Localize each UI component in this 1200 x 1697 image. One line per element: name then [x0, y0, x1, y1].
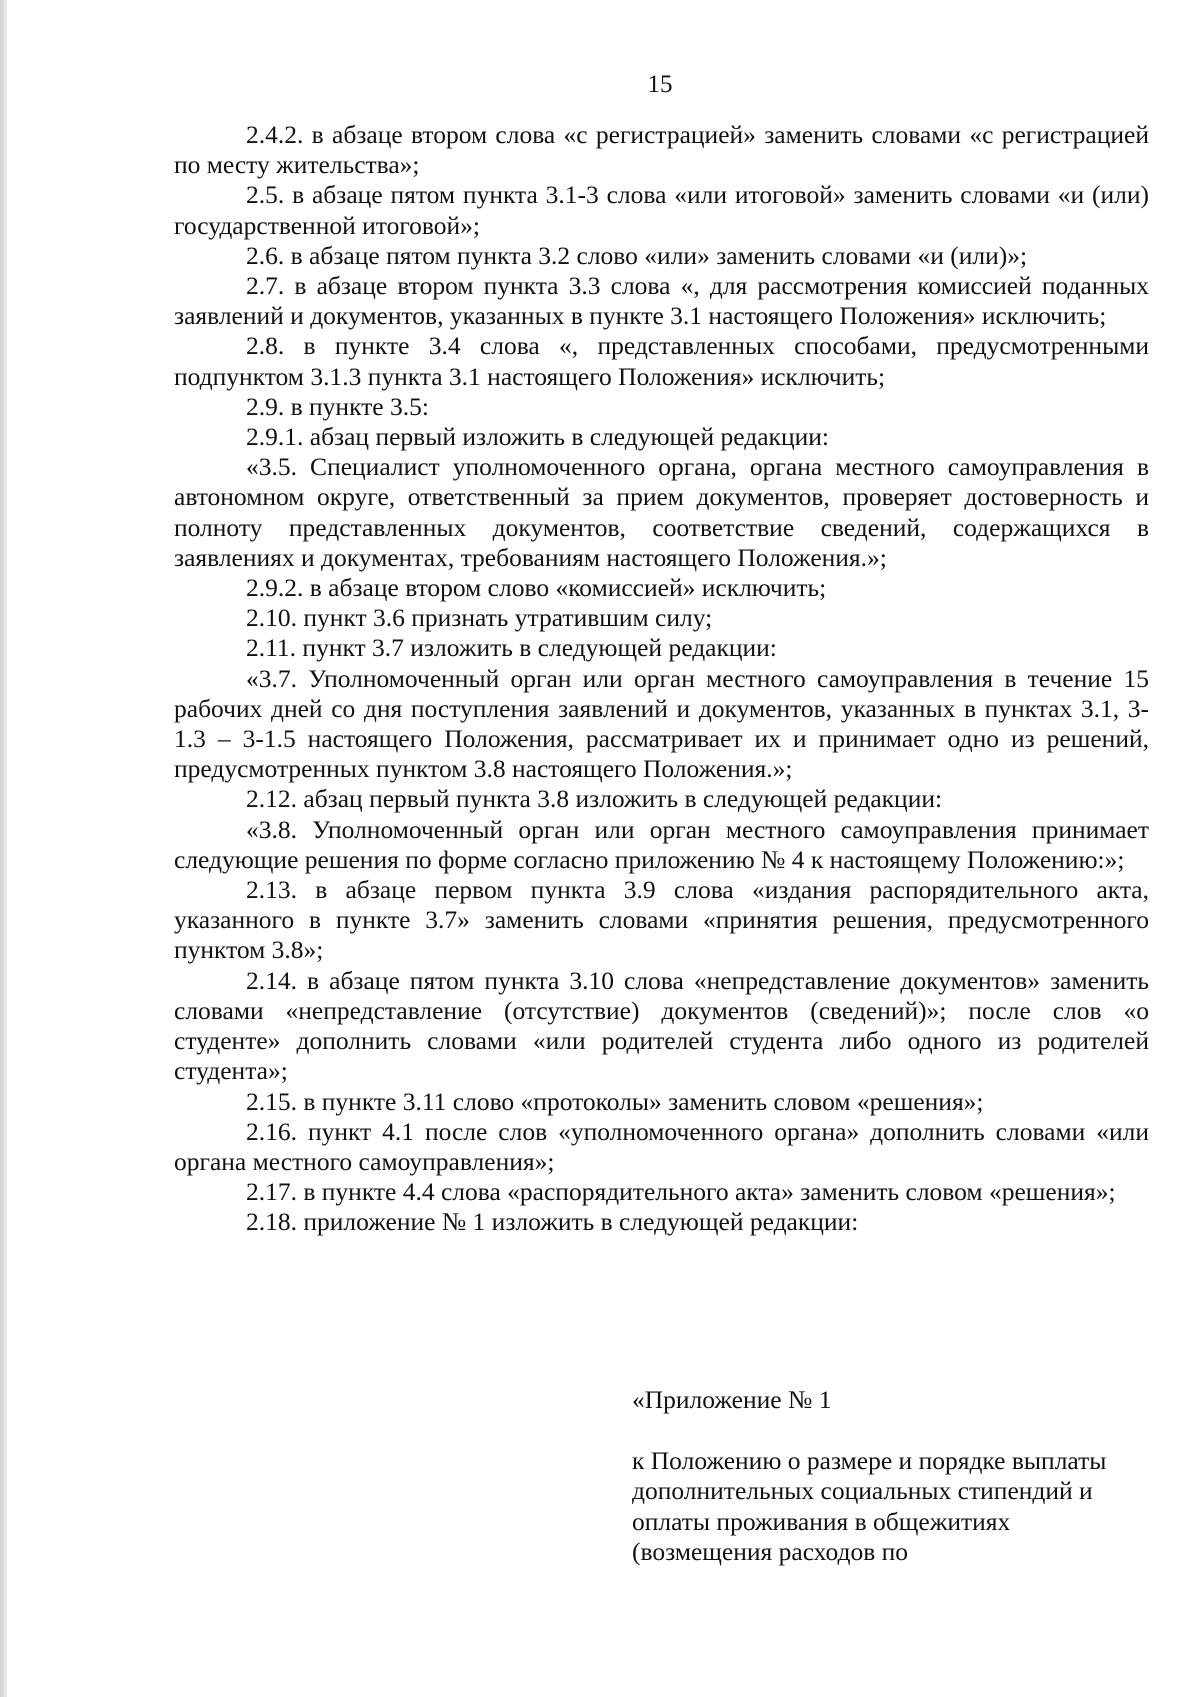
paragraph-2-4-2: 2.4.2. в абзаце втором слова «с регистрацией» заменить словами «с регистрацией по месту жительства»;: [174, 120, 1149, 180]
paragraph-2-9-2: 2.9.2. в абзаце втором слово «комиссией» исключить;: [246, 573, 827, 603]
paragraph-2-12: 2.12. абзац первый пункта 3.8 изложить в следующей редакции:: [246, 784, 943, 814]
quote-3-7: «3.7. Уполномоченный орган или орган местного самоуправления в течение 15 рабочих дней со дня поступления заявлений и документов, указанных в пунктах 3.1, 3-1.3 – 3-1.5 настоящего Положения, рассматривает их и принимает одно из решений, предусмотренных пунктом 3.8 настоящего Положения.»;: [174, 663, 1149, 784]
paragraph-2-10: 2.10. пункт 3.6 признать утратившим силу;: [246, 603, 713, 633]
appendix-header: [632, 1385, 1152, 1567]
paragraph-2-6: 2.6. в абзаце пятом пункта 3.2 слово «или» заменить словами «и (или)»;: [246, 240, 1028, 270]
paragraph-2-11: 2.11. пункт 3.7 изложить в следующей редакции:: [246, 633, 777, 663]
paragraph-2-16: 2.16. пункт 4.1 после слов «уполномоченного органа» дополнить словами «или органа местного самоуправления»;: [174, 1116, 1149, 1176]
paragraph-2-9: 2.9. в пункте 3.5:: [246, 391, 429, 421]
quote-3-5: «3.5. Специалист уполномоченного органа, органа местного самоуправления в автономном округе, ответственный за прием документов, проверяет достоверность и полноту представленных документов, соответствие сведений, содержащихся в заявлениях и документах, требованиям настоящего Положения.»;: [174, 452, 1149, 572]
page-left-edge-shadow: [0, 0, 7, 1697]
paragraph-2-8: 2.8. в пункте 3.4 слова «, представленных способами, предусмотренными подпунктом 3.1.3 пункта 3.1 настоящего Положения» исключить;: [174, 331, 1149, 391]
document-body: [174, 120, 1149, 1238]
page-number: 15: [647, 71, 673, 98]
appendix-title: «Приложение № 1: [632, 1385, 832, 1414]
paragraph-2-9-1: 2.9.1. абзац первый изложить в следующей редакции:: [246, 422, 829, 452]
paragraph-2-5: 2.5. в абзаце пятом пункта 3.1-3 слова «или итоговой» заменить словами «и (или) государственной итоговой»;: [174, 180, 1149, 240]
paragraph-2-17: 2.17. в пункте 4.4 слова «распорядительного акта» заменить словом «решения»;: [246, 1177, 1116, 1207]
appendix-subtitle: к Положению о размере и порядке выплаты дополнительных социальных стипендий и оплаты проживания в общежитиях (возмещения расходов по: [632, 1446, 1107, 1566]
paragraph-2-14: 2.14. в абзаце пятом пункта 3.10 слова «непредставление документов» заменить словами «непредставление (отсутствие) документов (сведений)»; после слов «о студенте» дополнить словами «или родителей студента либо одного из родителей студента»;: [174, 965, 1149, 1086]
paragraph-2-15: 2.15. в пункте 3.11 слово «протоколы» заменить словом «решения»;: [246, 1086, 984, 1116]
paragraph-2-7: 2.7. в абзаце втором пункта 3.3 слова «, для рассмотрения комиссией поданных заявлений и документов, указанных в пункте 3.1 настоящего Положения» исключить;: [174, 271, 1149, 331]
quote-3-8: «3.8. Уполномоченный орган или орган местного самоуправления принимает следующие решения по форме согласно приложению № 4 к настоящему Положению:»;: [174, 814, 1149, 874]
paragraph-2-13: 2.13. в абзаце первом пункта 3.9 слова «издания распорядительного акта, указанного в пункте 3.7» заменить словами «принятия решения, предусмотренного пунктом 3.8»;: [174, 875, 1149, 965]
paragraph-2-18: 2.18. приложение № 1 изложить в следующей редакции:: [246, 1207, 859, 1237]
